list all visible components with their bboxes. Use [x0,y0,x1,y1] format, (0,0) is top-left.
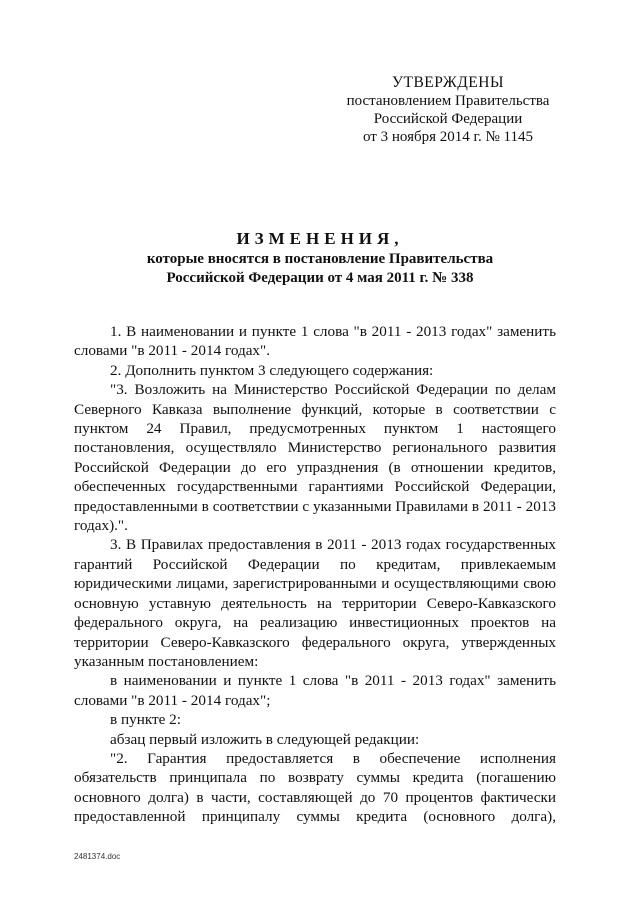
paragraph: абзац первый изложить в следующей редакции: [110,730,420,748]
paragraph: 3. В Правилах предоставления в 2011 - 2013 годах государственных гарантий Российской Федерации по кредитам, привлекаемым юридическими лицами, зарегистрированными и осуществляющими свою основную уставную деятельность на территории Северо-Кавказского федерального округа, на реализацию инвестиционных проектов на территории Северо-Кавказского федерального округа, утвержденных указанным постановлением: [74,536,556,670]
paragraph: "3. Возложить на Министерство Российской Федерации по делам Северного Кавказа выполнение функций, которые в соответствии с пунктом 24 Правил, предусмотренных пунктом 1 настоящего постановления, осуществляло Министерство регионального развития Российской Федерации до его упразднения (в отношении кредитов, обеспеченных государственными гарантиями Российской Федерации, предоставленными в соответствии с указанными Правилами в 2011 - 2013 годах).". [74,381,556,535]
title-heading: ИЗМЕНЕНИЯ, [236,229,404,248]
title-subtitle: Российской Федерации от 4 мая 2011 г. № 338 [166,270,474,286]
file-name-footer: 2481374.doc [74,852,121,861]
approval-block [330,74,566,146]
paragraph: в пункте 2: [110,711,181,729]
approval-heading: УТВЕРЖДЕНЫ [392,74,504,91]
document-body [74,322,556,827]
paragraph: в наименовании и пункте 1 слова "в 2011 - 2013 годах" заменить словами "в 2011 - 2014 годах"; [74,672,556,709]
paragraph: 2. Дополнить пунктом 3 следующего содержания: [110,361,434,379]
paragraph: 1. В наименовании и пункте 1 слова "в 2011 - 2013 годах" заменить словами "в 2011 - 2014 годах". [74,323,556,360]
approval-date: от 3 ноября 2014 г. № 1145 [363,129,533,145]
document-title [60,228,580,288]
approval-line: постановлением Правительства [346,93,550,109]
approval-line: Российской Федерации [373,111,523,127]
title-subtitle: которые вносятся в постановление Правительства [146,251,494,267]
paragraph: "2. Гарантия предоставляется в обеспечение исполнения обязательств принципала по возврату суммы кредита (погашению основного долга) в части, составляющей до 70 процентов фактически предоставленной принципалу суммы кредита (основного долга), [74,749,556,826]
